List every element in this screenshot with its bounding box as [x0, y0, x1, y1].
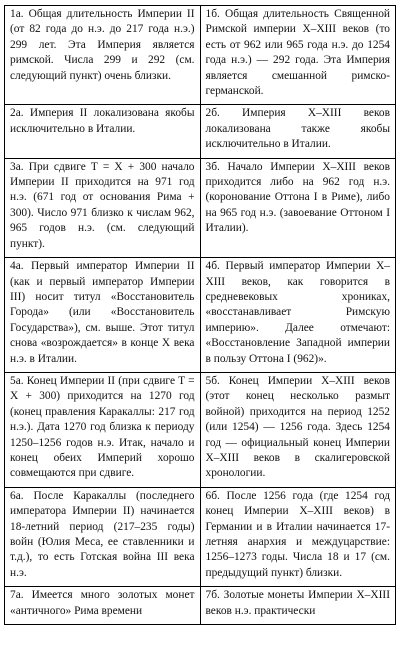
right-cell-1b: 1б. Общая длительность Священной Римской империи X–XIII веков (то есть от 962 или 965 года н.э. до 1254 года н.э.) — 292 года. Эта Империя является смешанной римско-германской. — [200, 6, 396, 105]
right-cell-2b: 2б. Империя X–XIII веков локализована также якобы исключительно в Италии. — [200, 105, 396, 158]
left-cell-4a: 4а. Первый император Империи II (как и первый император Империи III) носит титул «Восстановитель Города» (или «Восстановитель Государства»), см. выше. Этот титул снова «возрождается» в конце X века н.э. в Италии. — [5, 258, 201, 373]
table-row — [5, 105, 396, 158]
table-row — [5, 587, 396, 625]
left-cell-7a: 7а. Имеется много золотых монет «античного» Рима времени — [5, 587, 201, 625]
table-row — [5, 487, 396, 586]
left-cell-1a: 1а. Общая длительность Империи II (от 82 года до н.э. до 217 года н.э.) 299 лет. Эта Империя является римской. Числа 299 и 292 (см. следующий пункт) очень близки. — [5, 6, 201, 105]
right-cell-6b: 6б. После 1256 года (где 1254 год конец Империи X–XIII веков) в Германии и в Италии начинается 17-летняя анархия и междуцарствие: 1256–1273 годы. Числа 18 и 17 (см. предыдущий пункт) близки. — [200, 487, 396, 586]
right-cell-4b: 4б. Первый император Империи X–XIII веков, как говорится в средневековых хрониках, «восстанавливает Римскую империю». Далее отмечают: «Восстановление Западной империи в пользу Оттона I (962)». — [200, 258, 396, 373]
right-cell-3b: 3б. Начало Империи X–XIII веков приходится либо на 962 год н.э. (коронование Оттона I в Риме), либо на 965 год н.э. (завоевание Оттоном I Италии). — [200, 158, 396, 257]
table-row — [5, 258, 396, 373]
right-cell-7b: 7б. Золотые монеты Империи X–XIII веков н.э. практически — [200, 587, 396, 625]
right-cell-5b: 5б. Конец Империи X–XIII веков (этот конец несколько размыт войной) приходится на период 1252 (или 1254) — 1256 года. Здесь 1254 год — официальный конец Империи X–XIII веков в скалигеровской хронологии. — [200, 372, 396, 487]
left-cell-5a: 5а. Конец Империи II (при сдвиге T = X + 300) приходится на 1270 год (конец правления Каракаллы: 217 год н.э.). Дата 1270 год близка к периоду 1250–1256 годов н.э. Итак, начало и конец обеих Империй хорошо совмещаются при сдвиге. — [5, 372, 201, 487]
left-cell-6a: 6а. После Каракаллы (последнего императора Империи II) начинается 18-летний период (217–235 годы) войн (Юлия Меса, ее ставленники и т.д.), то есть Готская война III века н.э. — [5, 487, 201, 586]
left-cell-2a: 2а. Империя II локализована якобы исключительно в Италии. — [5, 105, 201, 158]
table-row — [5, 158, 396, 257]
left-cell-3a: 3а. При сдвиге T = X + 300 начало Империи II приходится на 971 год н.э. (671 год от основания Рима + 300). Число 971 близко к числам 962, 965 годов н.э. (см. следующий пункт). — [5, 158, 201, 257]
table-row — [5, 372, 396, 487]
comparison-table — [4, 5, 396, 625]
table-row — [5, 6, 396, 105]
